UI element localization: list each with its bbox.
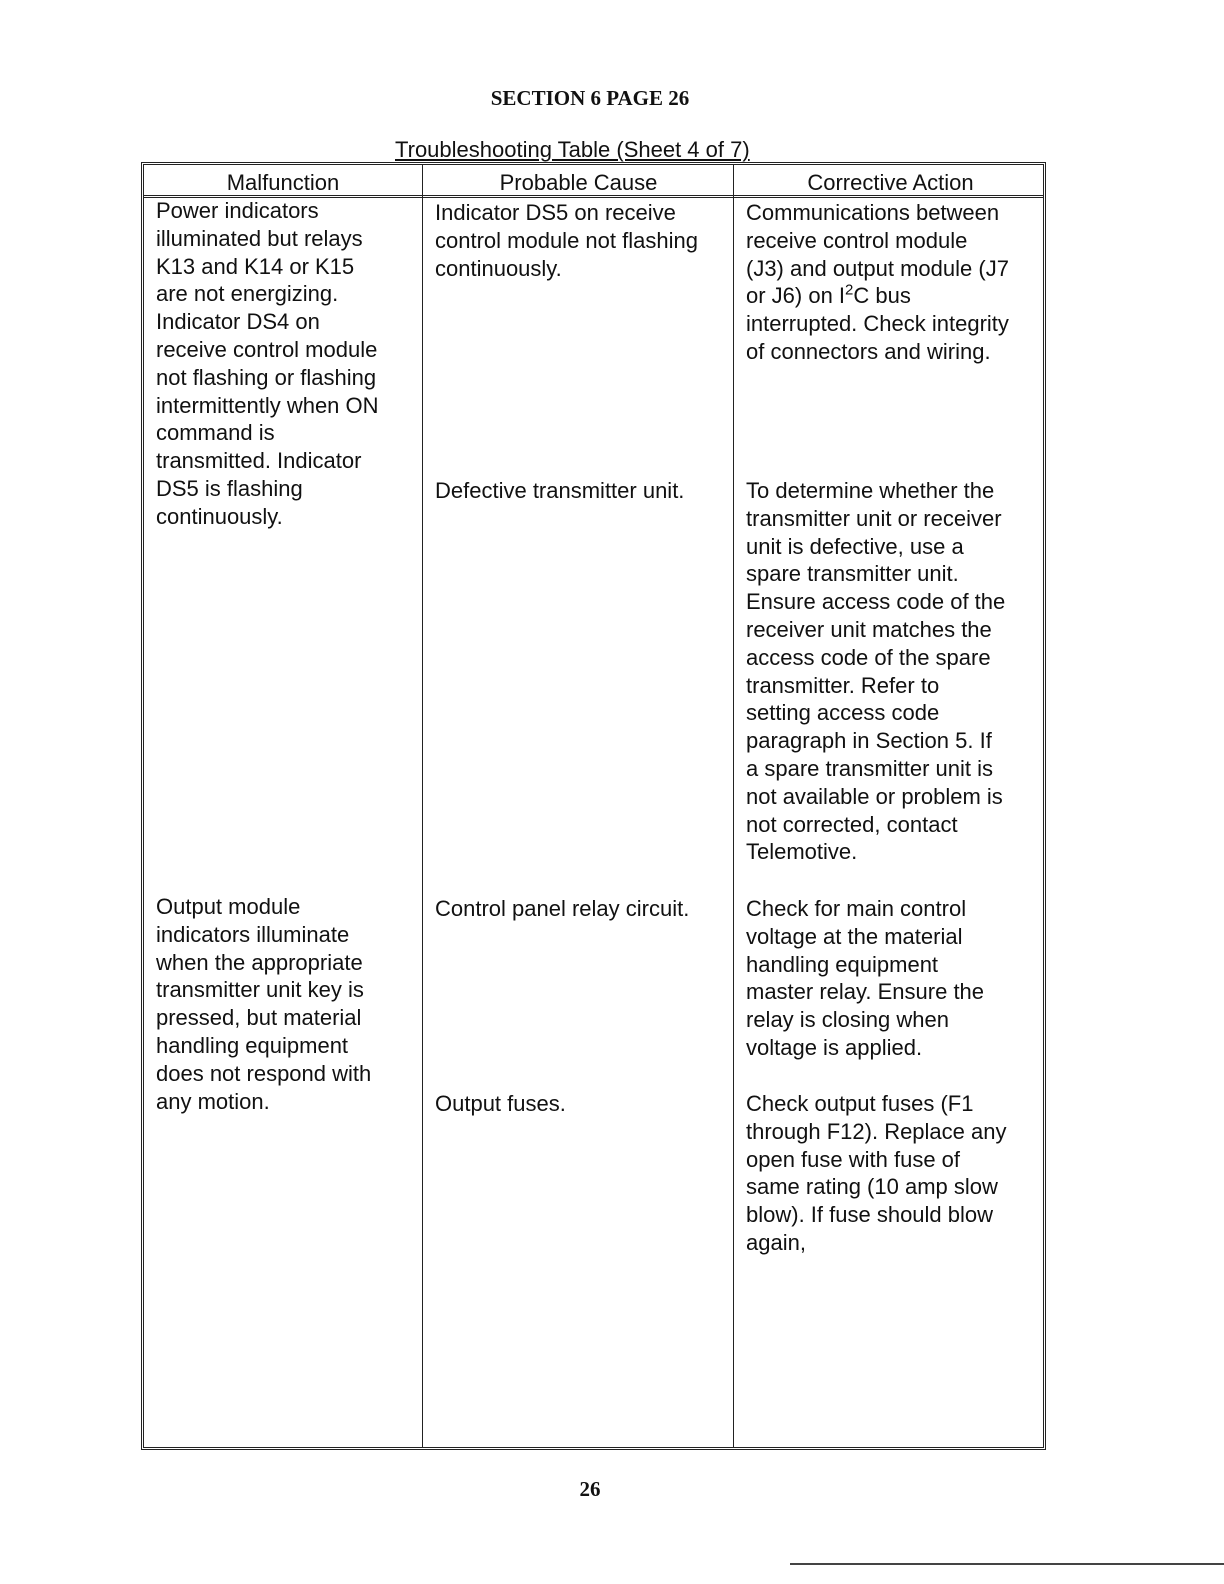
action-cell [746, 199, 1044, 366]
action-text: C bus interrupted. Check integrity of connectors and wiring. [746, 283, 1009, 364]
table-title: Troubleshooting Table (Sheet 4 of 7) [395, 137, 750, 162]
troubleshooting-table [141, 162, 1046, 1450]
column-divider [733, 165, 734, 1447]
cause-cell: Control panel relay circuit. [435, 896, 690, 921]
column-divider [422, 165, 423, 1447]
action-cell: To determine whether the transmitter unit or receiver unit is defective, use a spare transmitter unit. Ensure access code of the receiver unit matches the access code of the spare transmitter. Refer to setting access code paragraph in Section 5. If a spare transmitter unit is not available or problem is not corrected, contact Telemotive. [746, 478, 1006, 865]
malfunction-cell: Power indicators illuminated but relays K13 and K14 or K15 are not energizing. Indicator DS4 on receive control module not flashing or flashing intermittently when ON command is transmitted. Indicator DS5 is flashing continuously. [156, 198, 379, 529]
page-number: 26 [579, 1477, 601, 1501]
column-header-probable-cause: Probable Cause [499, 170, 658, 195]
superscript: 2 [845, 282, 854, 300]
malfunction-cell: Output module indicators illuminate when the appropriate transmitter unit key is pressed, but material handling equipment does not respond with any motion. [156, 894, 372, 1114]
section-heading: SECTION 6 PAGE 26 [490, 86, 690, 110]
cause-cell: Output fuses. [435, 1091, 566, 1116]
scan-artifact-line [790, 1563, 1224, 1565]
action-cell: Check output fuses (F1 through F12). Replace any open fuse with fuse of same rating (10 amp slow blow). If fuse should blow again, [746, 1091, 1007, 1255]
action-text: Communications between receive control module (J3) and output module (J7 or J6) on I [746, 200, 1009, 309]
action-cell: Check for main control voltage at the material handling equipment master relay. Ensure the relay is closing when voltage is applied. [746, 896, 985, 1060]
column-header-malfunction: Malfunction [226, 170, 340, 195]
cause-cell: Indicator DS5 on receive control module not flashing continuously. [435, 200, 698, 281]
cause-cell: Defective transmitter unit. [435, 478, 685, 503]
column-header-corrective-action: Corrective Action [807, 170, 974, 195]
